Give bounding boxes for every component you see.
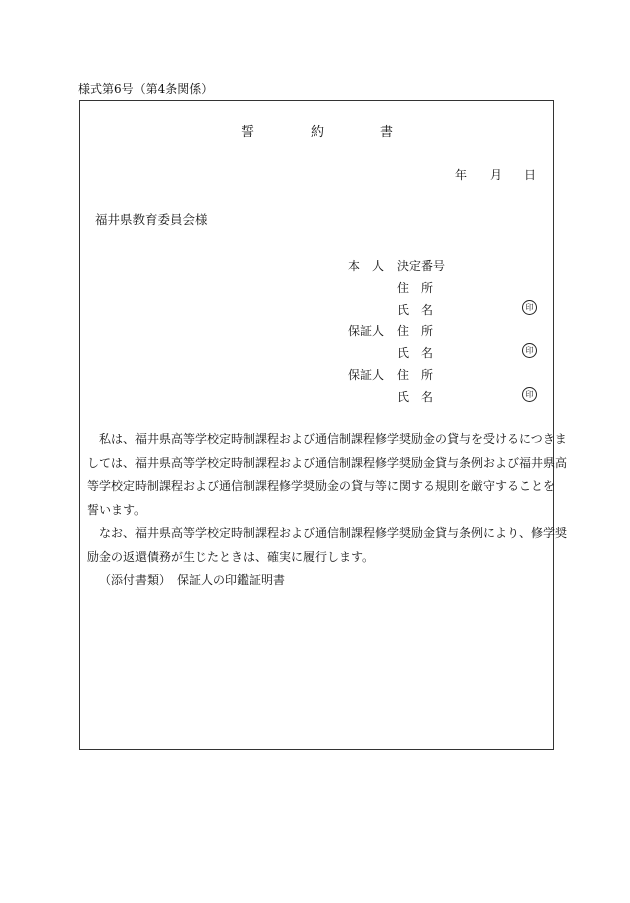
title-char-1: 誓 (241, 125, 255, 140)
pledge-body (87, 428, 568, 593)
guarantor2-label: 保証人 (348, 368, 385, 382)
guarantor1-seal-icon: 印 (522, 343, 537, 358)
title-char-2: 約 (311, 125, 325, 140)
paragraph1-line-4: 誓います。 (87, 502, 147, 517)
guarantor1-address-label: 住 所 (397, 324, 434, 338)
title-char-3: 書 (380, 125, 394, 140)
decision-number-label: 決定番号 (397, 259, 446, 273)
guarantor2-name-label: 氏 名 (397, 390, 434, 404)
attachment-note: （添付書類） 保証人の印鑑証明書 (99, 573, 286, 587)
form-number: 様式第6号（第4条関係） (78, 82, 214, 96)
principal-address-label: 住 所 (397, 281, 434, 295)
principal-label: 本 人 (348, 259, 385, 273)
guarantor2-seal-icon: 印 (522, 387, 537, 402)
guarantor2-address-label: 住 所 (397, 368, 434, 382)
date-day-label: 日 (524, 168, 537, 182)
date-year-label: 年 (455, 168, 468, 182)
document-frame (79, 100, 568, 750)
principal-seal-icon: 印 (522, 300, 537, 315)
addressee: 福井県教育委員会様 (95, 212, 208, 227)
paragraph1-line-1: 私は、福井県高等学校定時制課程および通信制課程修学奨励金の貸与を受けるにつきま (99, 432, 567, 446)
guarantor1-name-label: 氏 名 (397, 346, 434, 360)
paragraph1-line-2: しては、福井県高等学校定時制課程および通信制課程修学奨励金貸与条例および福井県高 (87, 455, 568, 470)
paragraph2-line-1: なお、福井県高等学校定時制課程および通信制課程修学奨励金貸与条例により、修学奨 (99, 526, 568, 540)
date-month-label: 月 (490, 168, 503, 182)
principal-name-label: 氏 名 (397, 303, 434, 317)
paragraph1-line-3: 等学校定時制課程および通信制課程修学奨励金の貸与等に関する規則を厳守することを (87, 479, 556, 493)
paragraph2-line-2: 励金の返還債務が生じたときは、確実に履行します。 (87, 549, 375, 564)
guarantor1-label: 保証人 (348, 324, 385, 338)
